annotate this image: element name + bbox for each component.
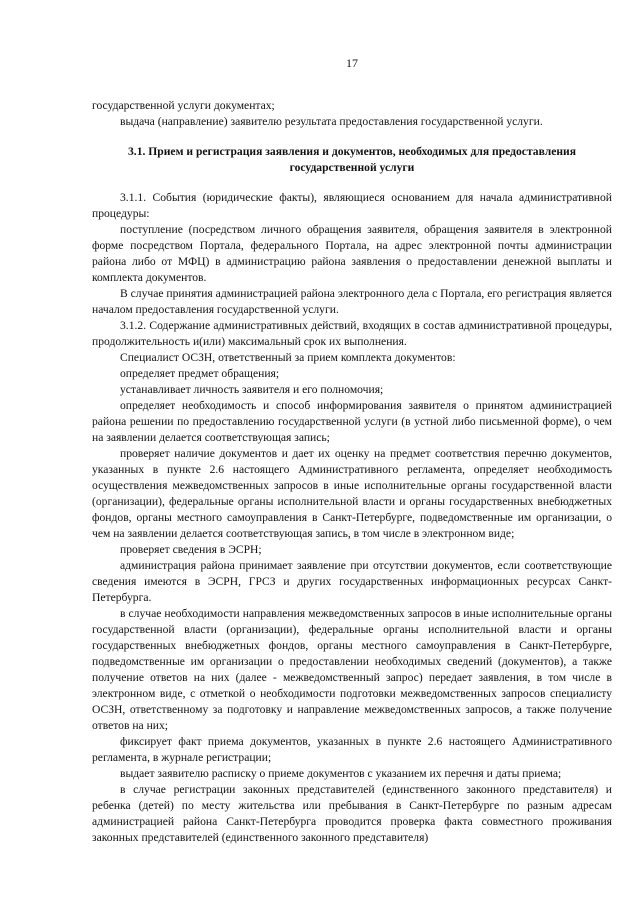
paragraph: устанавливает личность заявителя и его полномочия; (120, 383, 384, 396)
paragraph: определяет необходимость и способ информирования заявителя о принятом администрацией района решении по предоставлению государственной услуги (в устной либо письменной форме), о чем на заявлении делается соответствующая запись; (92, 399, 612, 444)
paragraph: в случае необходимости направления межведомственных запросов в иные исполнительные органы государственной власти (организации), федеральные органы исполнительной власти и органы государственных внебюджетных фондов, органы местного самоуправления в Санкт-Петербурге, подведомственные им организации о предоставлении необходимых сведений (документов), а также получение ответов на них (далее - межведомственный запрос) передает заявления, в том числе в электронном виде, с отметкой о необходимости подготовки межведомственных запросов специалисту ОСЗН, ответственному за подготовку и направление межведомственных запросов, а также получение ответов на них; (92, 607, 612, 732)
paragraph: выдача (направление) заявителю результата предоставления государственной услуги. (120, 115, 543, 128)
paragraph: Специалист ОСЗН, ответственный за прием комплекта документов: (120, 351, 456, 364)
document-page (92, 0, 612, 905)
paragraph: 3.1.2. Содержание административных действий, входящих в состав административной процедуры, продолжительность и(или) максимальный срок их выполнения. (92, 319, 612, 348)
paragraph: выдает заявителю расписку о приеме документов с указанием их перечня и даты приема; (120, 767, 562, 780)
paragraph: в случае регистрации законных представителей (единственного законного представителя) и ребенка (детей) по месту жительства или пребывания в Санкт-Петербурге по разным адресам администрацией района Санкт-Петербурга проводится проверка факта совместного проживания законных представителей (единственного законного представителя) (92, 783, 612, 844)
paragraph: поступление (посредством личного обращения заявителя, обращения заявителя в электронной форме посредством Портала, федерального Портала, на адрес электронной почты администрации района либо от МФЦ) в администрацию района заявления о предоставлении денежной выплаты и комплекта документов. (92, 223, 612, 284)
paragraph: администрация района принимает заявление при отсутствии документов, если соответствующие сведения имеются в ЭСРН, ГРСЗ и других государственных информационных ресурсах Санкт-Петербурга. (92, 559, 612, 604)
paragraph: В случае принятия администрацией района электронного дела с Портала, его регистрация является началом предоставления государственной услуги. (92, 287, 612, 316)
paragraph: 3.1.1. События (юридические факты), являющиеся основанием для начала административной процедуры: (92, 191, 612, 220)
section-heading: 3.1. Прием и регистрация заявления и документов, необходимых для предоставления государственной услуги (128, 145, 576, 174)
paragraph: проверяет наличие документов и дает их оценку на предмет соответствия перечню документов, указанных в пункте 2.6 настоящего Административного регламента, определяет необходимость осуществления межведомственных запросов в иные исполнительные органы государственной власти (организации), федеральные органы исполнительной власти и органы государственных внебюджетных фондов, органы местного самоуправления в Санкт-Петербурге, подведомственные им организации, о чем на заявлении делается соответствующая запись, в том числе в электронном виде; (92, 447, 612, 540)
page-number: 17 (346, 56, 358, 70)
paragraph: проверяет сведения в ЭСРН; (120, 543, 262, 556)
paragraph: фиксирует факт приема документов, указанных в пункте 2.6 настоящего Административного регламента, в журнале регистрации; (92, 735, 612, 764)
paragraph: государственной услуги документах; (92, 99, 275, 112)
paragraph: определяет предмет обращения; (120, 367, 280, 380)
document-body (92, 98, 612, 846)
